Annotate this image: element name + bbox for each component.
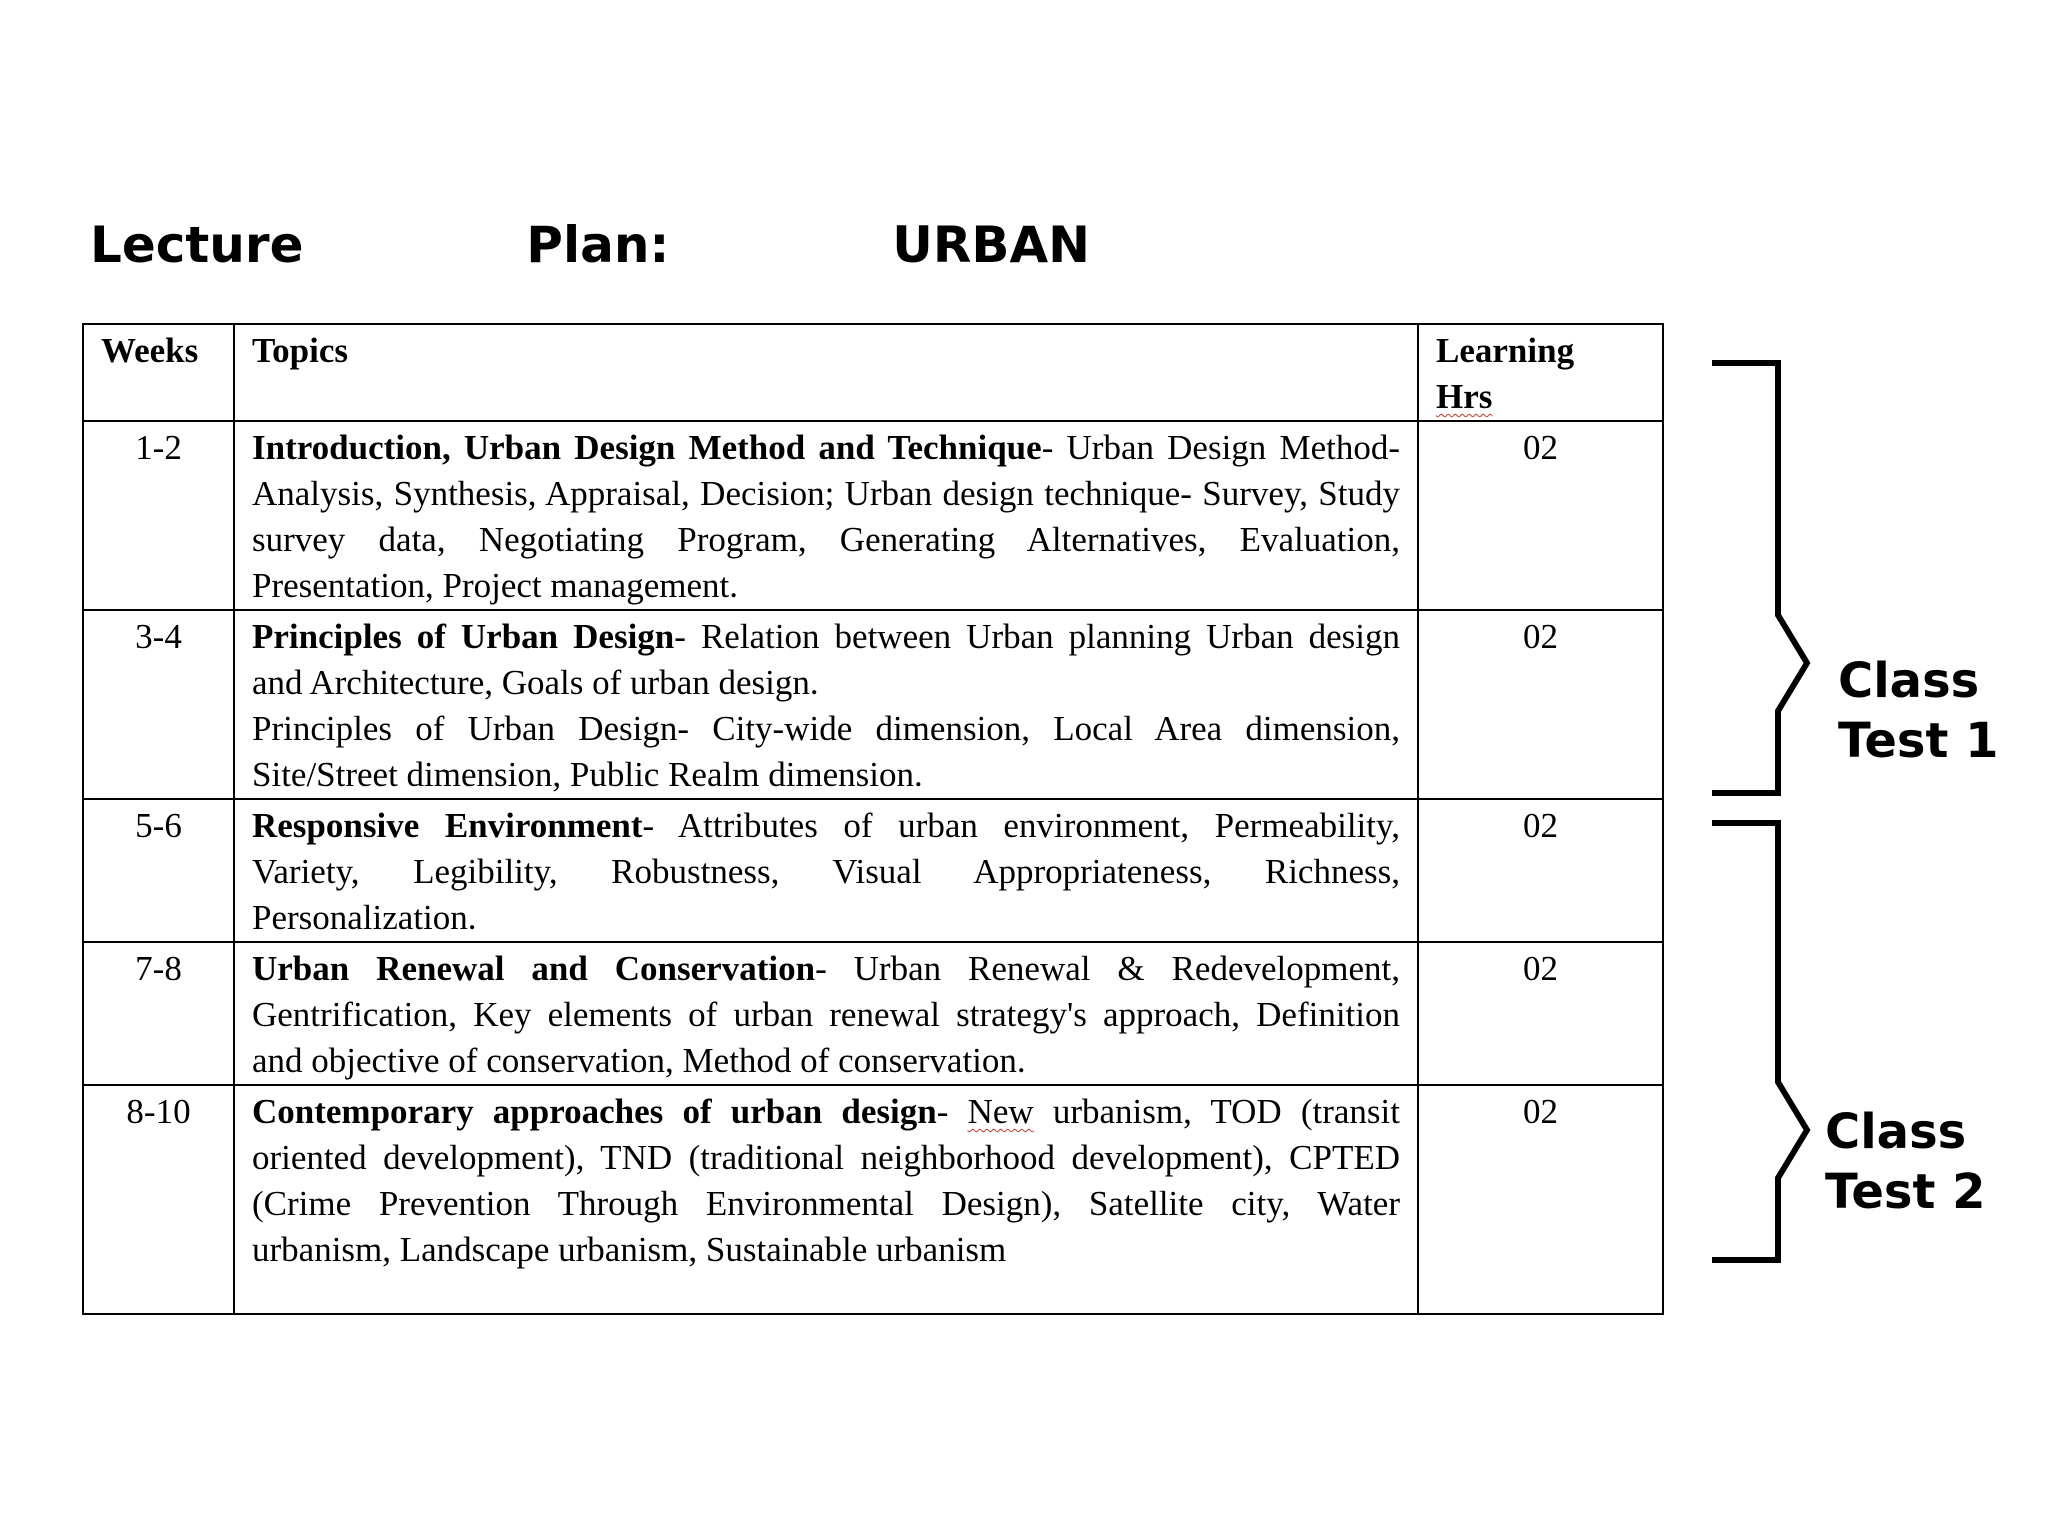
class-test-1-brace — [1712, 363, 1807, 793]
brace-graphics — [1700, 350, 1820, 1270]
topic-heading: Principles of Urban Design — [252, 617, 675, 656]
header-hrs-label: Hrs — [1436, 377, 1493, 416]
class-test-2-line2: Test 2 — [1825, 1164, 1986, 1220]
topic-heading: Urban Renewal and Conservation — [252, 949, 816, 988]
topic-heading: Contemporary approaches of urban design — [252, 1092, 937, 1131]
header-weeks: Weeks — [83, 324, 234, 421]
topic-cell — [234, 799, 1418, 942]
class-test-1-label — [1838, 651, 1999, 771]
class-test-1-line1: Class — [1838, 653, 1980, 709]
table-row — [83, 1085, 1663, 1314]
topic-description: - Urban Renewal & Redevelopment, Gentrification, Key elements of urban renewal strategy's approach, Definition and objective of conservation, Method of conservation. — [252, 949, 1400, 1080]
class-test-2-brace — [1712, 823, 1807, 1260]
weeks-cell: 3-4 — [83, 610, 234, 799]
title-word-urban: URBAN — [892, 216, 1090, 274]
slide-title — [90, 212, 1090, 282]
topic-heading: Introduction, Urban Design Method and Technique — [252, 428, 1042, 467]
title-word-lecture: Lecture — [90, 216, 304, 274]
topic-description: - Relation between Urban planning Urban design and Architecture, Goals of urban design. — [252, 617, 1401, 702]
topic-cell — [234, 610, 1418, 799]
table-row — [83, 799, 1663, 942]
lecture-plan-table — [82, 323, 1664, 1315]
topic-description-2: Principles of Urban Design- City-wide dimension, Local Area dimension, Site/Street dimension, Public Realm dimension. — [252, 709, 1400, 794]
table-header-row — [83, 324, 1663, 421]
topic-description-prefix: - — [936, 1092, 968, 1131]
hours-cell: 02 — [1418, 421, 1663, 610]
hours-cell: 02 — [1418, 1085, 1663, 1314]
topic-description: urbanism, TOD (transit oriented development), TND (traditional neighborhood development), CPTED (Crime Prevention Through Environmental Design), Satellite city, Water urbanism, Landscape urbanism, Sustainable urbanism — [252, 1092, 1400, 1269]
weeks-cell: 8-10 — [83, 1085, 234, 1314]
weeks-cell: 5-6 — [83, 799, 234, 942]
hours-cell: 02 — [1418, 942, 1663, 1085]
topic-description: - Urban Design Method- Analysis, Synthesis, Appraisal, Decision; Urban design technique- Survey, Study survey data, Negotiating Program, Generating Alternatives, Evaluation, Presentation, Project management. — [252, 428, 1401, 605]
weeks-cell: 1-2 — [83, 421, 234, 610]
table-row — [83, 421, 1663, 610]
hours-cell: 02 — [1418, 799, 1663, 942]
header-learning-hrs — [1418, 324, 1663, 421]
topic-heading: Responsive Environment — [252, 806, 643, 845]
topic-cell — [234, 421, 1418, 610]
table-row — [83, 942, 1663, 1085]
weeks-cell: 7-8 — [83, 942, 234, 1085]
hours-cell: 02 — [1418, 610, 1663, 799]
topic-cell — [234, 942, 1418, 1085]
header-topics: Topics — [234, 324, 1418, 421]
class-test-2-label — [1825, 1102, 1986, 1222]
table-row — [83, 610, 1663, 799]
spellcheck-word: New — [967, 1092, 1034, 1131]
class-test-2-line1: Class — [1825, 1104, 1967, 1160]
class-test-1-line2: Test 1 — [1838, 713, 1999, 769]
topic-cell — [234, 1085, 1418, 1314]
topic-description: - Attributes of urban environment, Permeability, Variety, Legibility, Robustness, Visual Appropriateness, Richness, Personalization. — [252, 806, 1400, 937]
header-learning-label: Learning — [1436, 331, 1575, 370]
title-word-plan: Plan: — [526, 216, 670, 274]
